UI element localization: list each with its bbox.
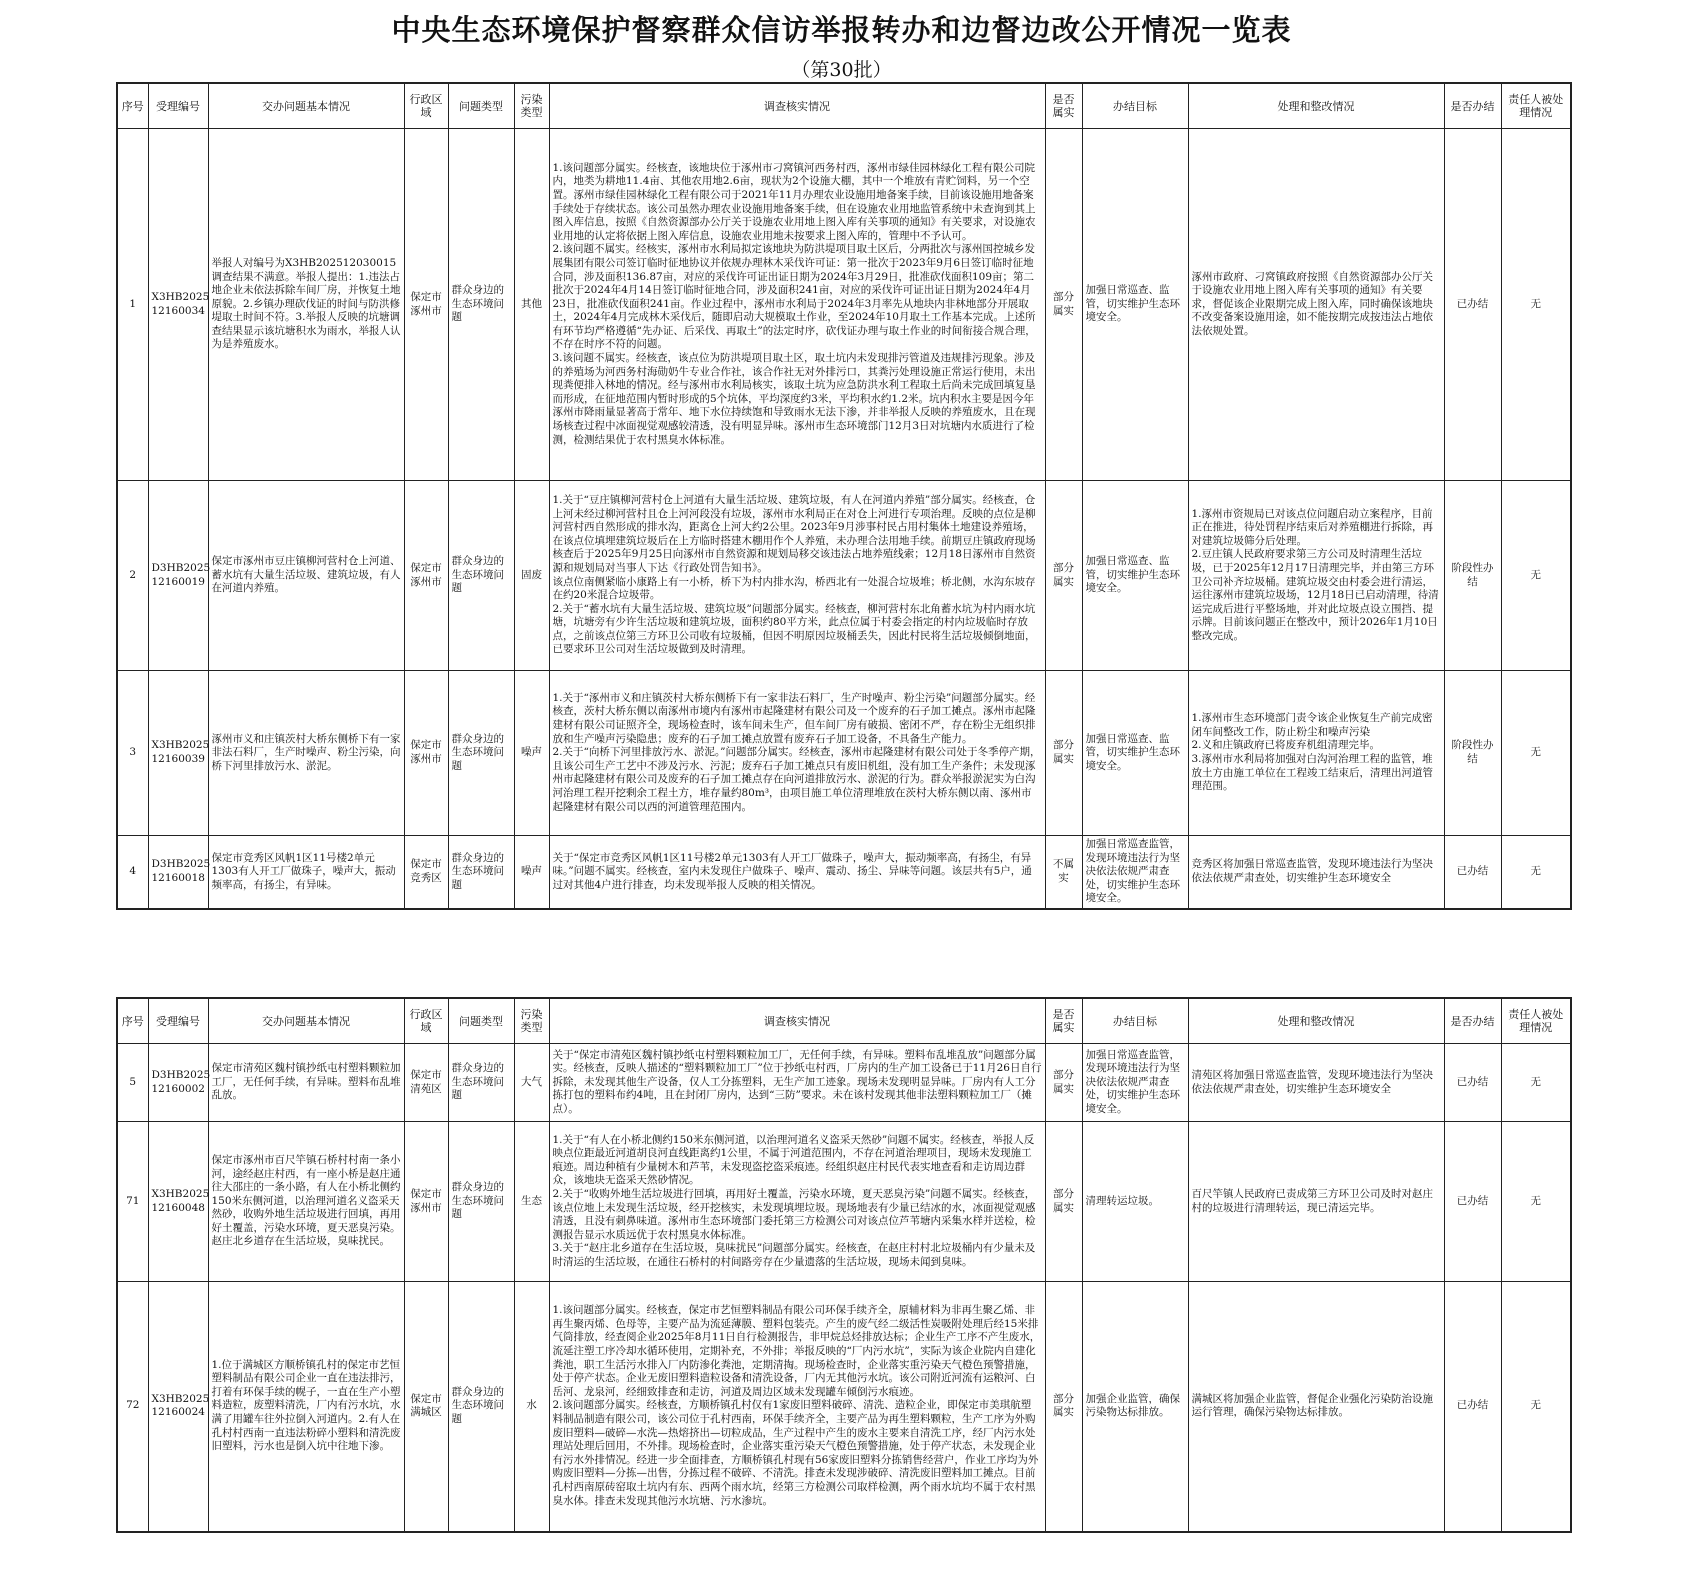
cell-investigation-text: 1.关于“涿州市义和庄镇茨村大桥东侧桥下有一家非法石料厂，生产时噪声、粉尘污染”问题部分属实。经核查，茨村大桥东侧以南涿州市境内有涿州市起隆建材有限公司及一个废弃的石子加工摊点。涿州市起隆建材有限公司证照齐全，现场检查时，该车间未生产，但车间厂房有破损、密闭不严，存在粉尘无组织排放和生产噪声污染隐患；废弃的石子加工摊点放置有废弃石子加工设备，不具备生产能力。 2.关于“向桥下河里排放污水、淤泥。”问题部分属实。经核查，涿州市起隆建材有限公司处于冬季停产期，且该公司生产工艺中不涉及污水、污泥；废弃石子加工摊点只有废旧机组，没有加工生产条件；未发现涿州市起隆建材有限公司及废弃的石子加工摊点存在向河道排放污水、淤泥的行为。群众举报淤泥实为白沟河治理工程开挖剩余工程土方，堆存量约80m³，由项目施工单位清理堆放在茨村大桥东侧以南、涿州市起隆建材有限公司以西的河道管理范围内。 <box>552 691 1041 813</box>
cell-issue <box>208 1122 404 1282</box>
table-row <box>117 836 1571 909</box>
cell-verified <box>1045 1282 1082 1532</box>
cell-code-text: X3HB2025 12160034 <box>151 290 213 317</box>
cell-no-text: 4 <box>129 865 137 878</box>
cell-no <box>117 129 148 481</box>
cell-accountability <box>1501 671 1571 836</box>
cell-code <box>148 1282 213 1532</box>
cell-type-text: 群众身边的生态环境问题 <box>451 732 504 772</box>
cell-code-text: X3HB2025 12160024 <box>151 1392 213 1419</box>
header-region: 行政区域 <box>404 998 448 1044</box>
table-row <box>117 129 1571 481</box>
cell-done <box>1444 1282 1501 1532</box>
cell-region-text: 保定市涿州市 <box>410 739 442 765</box>
cell-goal-text: 加强日常巡查、监管，切实维护生态环境安全。 <box>1085 732 1180 772</box>
cell-handling <box>1188 1282 1444 1532</box>
header-issue: 交办问题基本情况 <box>208 83 404 129</box>
cell-verified-text: 部分属实 <box>1053 290 1074 317</box>
header-region: 行政区域 <box>404 83 448 129</box>
cell-region <box>404 481 448 671</box>
header-code: 受理编号 <box>148 83 208 129</box>
cell-accountability <box>1501 1044 1571 1122</box>
cell-goal <box>1082 671 1188 836</box>
table-header-row <box>117 998 1571 1044</box>
header-investigation: 调查核实情况 <box>549 998 1045 1044</box>
cell-verified <box>1045 671 1082 836</box>
cell-handling-text: 竞秀区将加强日常巡查监管，发现环境违法行为坚决依法依规严肃查处，切实维护生态环境安全 <box>1191 858 1433 884</box>
cell-type <box>448 1122 514 1282</box>
cell-investigation <box>549 1122 1045 1282</box>
cell-code <box>148 129 213 481</box>
cell-region-text: 保定市清苑区 <box>410 1068 442 1095</box>
cell-done-text: 已办结 <box>1456 1075 1489 1088</box>
header-no: 序号 <box>117 998 148 1044</box>
cell-type <box>448 1044 514 1122</box>
cell-type <box>448 671 514 836</box>
cell-investigation <box>549 129 1045 481</box>
cell-handling-text: 清苑区将加强日常巡查监管，发现环境违法行为坚决依法依规严肃查处，切实维护生态环境安全 <box>1191 1068 1433 1095</box>
cell-investigation <box>549 836 1045 909</box>
page-title: 中央生态环境保护督察群众信访举报转办和边督边改公开情况一览表 <box>391 13 1292 47</box>
cell-no-text: 3 <box>129 746 137 759</box>
cell-no <box>117 671 148 836</box>
cell-pollution <box>514 671 549 836</box>
cell-investigation-text: 1.关于“豆庄镇柳河营村仓上河道有大量生活垃圾、建筑垃圾，有人在河道内养殖”部分属实。经核查，仓上河未经过柳河营村且仓上河河段没有垃圾，涿州市水利局正在对仓上河进行专项治理。反映的点位是柳河营村西自然形成的排水沟，距离仓上河大约2公里。2023年9月涉事村民占用村集体土地建设养殖场，在该点位填埋建筑垃圾后在上方临时搭建木棚用作个人养殖，未办理合法用地手续。前期豆庄镇政府现场核查后于2025年9月25日向涿州市自然资源和规划局移交该违法占地养殖线索；12月18日涿州市自然资源和规划局对当事人下达《行政处罚告知书》。 该点位南侧紧临小康路上有一小桥，桥下为村内排水沟，桥西北有一处混合垃圾堆；桥北侧，水沟东坡存在约20米混合垃圾带。 2.关于“蓄水坑有大量生活垃圾、建筑垃圾”问题部分属实。经核查，柳河营村东北角蓄水坑为村内雨水坑塘，坑塘旁有少许生活垃圾和建筑垃圾，面积约80平方米，此点位属于村委会指定的村内垃圾临时存放点，之前该点位第三方环卫公司收有垃圾桶，但因不明原因垃圾桶丢失，因此村民将生活垃圾倾倒地面，已要求环卫公司对生活垃圾做到及时清理。 <box>552 493 1036 656</box>
table-row <box>117 1282 1571 1532</box>
header-accountability: 责任人被处理情况 <box>1501 998 1571 1044</box>
header-goal: 办结目标 <box>1082 998 1188 1044</box>
cell-investigation <box>549 1282 1045 1532</box>
cell-verified-text: 部分属实 <box>1053 739 1074 765</box>
header-code: 受理编号 <box>148 998 208 1044</box>
cell-goal <box>1082 129 1188 481</box>
cell-accountability-text: 无 <box>1530 297 1541 310</box>
cell-goal-text: 清理转运垃圾。 <box>1085 1194 1159 1207</box>
cell-no-text: 1 <box>129 297 137 310</box>
cell-region <box>404 1044 448 1122</box>
cell-issue <box>208 1282 404 1532</box>
cell-region-text: 保定市涿州市 <box>410 1187 442 1214</box>
cell-accountability-text: 无 <box>1530 1399 1541 1412</box>
cell-accountability-text: 无 <box>1530 746 1541 759</box>
cell-pollution <box>514 1044 549 1122</box>
batch-subtitle: （第30批） <box>791 59 892 81</box>
cell-pollution <box>514 1122 549 1282</box>
cell-pollution-text: 噪声 <box>521 746 542 759</box>
cell-type <box>448 1282 514 1532</box>
cell-accountability <box>1501 129 1571 481</box>
cell-goal <box>1082 481 1188 671</box>
cell-region <box>404 671 448 836</box>
table-row <box>117 671 1571 836</box>
cell-investigation <box>549 1044 1045 1122</box>
cell-accountability-text: 无 <box>1530 568 1541 581</box>
cell-code <box>148 671 213 836</box>
cell-done-text: 阶段性办结 <box>1451 561 1494 588</box>
cell-handling-text: 1.涿州市资规局已对该点位问题启动立案程序，目前正在推进，待处罚程序结束后对养殖棚进行拆除，再对建筑垃圾筛分后处理。 2.豆庄镇人民政府要求第三方公司及时清理生活垃圾，已于2025年12月17日清理完毕，并由第三方环卫公司补齐垃圾桶。建筑垃圾交由村委会进行清运，运往涿州市建筑垃圾场，12月18日已启动清理，待清运完成后进行平整场地，并对此垃圾点设立围挡、提示牌。目前该问题正在整改中，预计2026年1月10日整改完成。 <box>1191 507 1439 642</box>
cell-done <box>1444 671 1501 836</box>
cell-done <box>1444 481 1501 671</box>
cell-goal <box>1082 836 1188 909</box>
cell-code-text: X3HB2025 12160048 <box>151 1187 213 1214</box>
cell-code <box>148 836 214 909</box>
cell-type <box>448 129 514 481</box>
cell-goal <box>1082 1122 1188 1282</box>
cell-issue <box>208 836 404 909</box>
cell-type-text: 群众身边的生态环境问题 <box>451 1385 504 1426</box>
cell-no-text: 72 <box>126 1399 140 1412</box>
header-pollution: 污染类型 <box>514 83 549 129</box>
header-handling: 处理和整改情况 <box>1188 83 1444 129</box>
cell-code-text: D3HB2025 12160002 <box>151 1068 214 1095</box>
cell-done-text: 已办结 <box>1456 1399 1489 1412</box>
cell-verified-text: 部分属实 <box>1053 1068 1074 1095</box>
header-done: 是否办结 <box>1444 83 1501 129</box>
cell-no-text: 71 <box>126 1194 140 1207</box>
cell-type <box>448 836 514 909</box>
cell-no-text: 5 <box>129 1075 137 1088</box>
header-goal: 办结目标 <box>1082 83 1188 129</box>
header-pollution: 污染类型 <box>514 998 549 1044</box>
cell-verified-text: 部分属实 <box>1053 1392 1074 1419</box>
cell-handling <box>1188 836 1444 909</box>
cell-verified <box>1045 129 1082 481</box>
cell-accountability-text: 无 <box>1530 1194 1541 1207</box>
header-handling: 处理和整改情况 <box>1188 998 1444 1044</box>
cell-goal-text: 加强日常巡查监管，发现环境违法行为坚决依法依规严肃查处，切实维护生态环境安全。 <box>1085 838 1180 905</box>
cell-investigation-text: 关于“保定市竞秀区风帆1区11号楼2单元1303有人开工厂做珠子，噪声大，振动频率高，有扬尘，有异味。”问题不属实。经核查，室内未发现住户做珠子、噪声、震动、扬尘、异味等问题。该层共有5户，通过对其他4户进行排查，均未发现举报人反映的相关情况。 <box>552 851 1032 891</box>
cell-pollution-text: 大气 <box>521 1075 542 1088</box>
cell-verified <box>1045 481 1082 671</box>
cell-issue-text: 保定市清苑区魏村镇抄纸屯村塑料颗粒加工厂，无任何手续，有异味。塑料布乱堆乱放。 <box>211 1062 401 1102</box>
cell-handling-text: 满城区将加强企业监管，督促企业强化污染防治设施运行管理，确保污染物达标排放。 <box>1191 1392 1433 1419</box>
cell-goal-text: 加强日常巡查、监管，切实维护生态环境安全。 <box>1085 555 1180 595</box>
cell-code <box>148 481 214 671</box>
table-row <box>117 481 1571 671</box>
cell-issue <box>208 129 404 481</box>
cell-verified-text: 部分属实 <box>1053 561 1074 588</box>
header-verified: 是否属实 <box>1045 998 1082 1044</box>
header-done: 是否办结 <box>1444 998 1501 1044</box>
cell-verified-text: 部分属实 <box>1053 1187 1074 1214</box>
cell-accountability <box>1501 836 1571 909</box>
cell-issue-text: 1.位于满城区方顺桥镇孔村的保定市艺恒塑料制品有限公司企业一直在违法排污，打着有环保手续的幌子，一直在生产小塑料造粒，废塑料清洗，厂内有污水坑，水满了用罐车往外拉倒入河道内。2.有人在孔村村西南一直违法粉碎小塑料和清洗废旧塑料，污水也是倒入坑中往地下渗。 <box>211 1358 401 1453</box>
cell-investigation-text: 1.该问题部分属实。经核查，保定市艺恒塑料制品有限公司环保手续齐全，原辅材料为非再生聚乙烯、非再生聚丙烯、色母等，主要产品为流延薄膜、塑料包装壳。产生的废气经二级活性炭吸附处理后经15米排气筒排放，经查阅企业2025年8月11日自行检测报告，非甲烷总烃排放达标；企业生产工序不产生废水，流延注塑工序冷却水循环使用，定期补充，不外排；举报反映的“厂内污水坑”，实际为该企业院内自建化粪池，职工生活污水排入厂内防渗化粪池，定期清掏。现场检查时，企业落实重污染天气橙色预警措施，处于停产状态。企业无废旧塑料造粒设备和清洗设备，厂内无其他污水坑。该公司附近河流有运粮河、白岳河、龙泉河，经细致排查和走访，河道及周边区域未发现罐车倾倒污水痕迹。 2.该问题部分属实。经核查，方顺桥镇孔村仅有1家废旧塑料破碎、清洗、造粒企业，即保定市美琪航塑料制品制造有限公司，该公司位于孔村西南，环保手续齐全，主要产品为再生塑料颗粒，生产工序为外购废旧塑料—破碎—水洗—热熔挤出—切粒成品，生产过程中产生的废水主要来自清洗工序，经厂内污水处理站处理后回用，不外排。现场检查时，企业落实重污染天气橙色预警措施，处于停产状态，未发现企业有污水外排情况。经进一步全面排查，方顺桥镇孔村现有56家废旧塑料分拣销售经营户，作业工序均为外购废旧塑料—分拣—出售，分拣过程不破碎、不清洗。排查未发现涉破碎、清洗废旧塑料加工摊点。目前孔村西南原砖窑取土坑内有东、西两个雨水坑，经第三方检测公司取样检测，两个雨水坑均不属于农村黑臭水体。排查未发现其他污水坑塘、污水渗坑。 <box>552 1304 1041 1507</box>
cell-goal-text: 加强日常巡查、监管，切实维护生态环境安全。 <box>1085 284 1180 324</box>
cell-no <box>117 1044 148 1122</box>
cell-accountability <box>1501 1282 1571 1532</box>
cell-done-text: 已办结 <box>1456 1194 1489 1207</box>
header-type: 问题类型 <box>448 83 514 129</box>
cell-type <box>448 481 514 671</box>
table-row <box>117 1044 1571 1122</box>
cell-handling-text: 涿州市政府、刁窝镇政府按照《自然资源部办公厅关于设施农业用地上图入库有关事项的通知》有关要求，督促该企业限期完成上图入库，同时确保该地块不改变备案设施用途，如不能按期完成按违法占地依法依规处置。 <box>1191 270 1433 337</box>
cell-region <box>404 1282 448 1532</box>
cell-accountability <box>1501 481 1571 671</box>
cell-goal-text: 加强企业监管，确保污染物达标排放。 <box>1085 1392 1180 1419</box>
cell-type-text: 群众身边的生态环境问题 <box>451 1181 504 1221</box>
header-issue: 交办问题基本情况 <box>208 998 404 1044</box>
cell-goal-text: 加强日常巡查监管，发现环境违法行为坚决依法依规严肃查处，切实维护生态环境安全。 <box>1085 1048 1180 1115</box>
cell-no <box>117 836 148 909</box>
cell-issue <box>208 481 404 671</box>
cell-investigation <box>549 481 1045 671</box>
cell-no <box>117 1282 148 1532</box>
cell-type-text: 群众身边的生态环境问题 <box>451 1062 504 1102</box>
cell-handling-text: 百尺竿镇人民政府已责成第三方环卫公司及时对赵庄村的垃圾进行清理转运，现已清运完毕。 <box>1191 1187 1433 1214</box>
header-no: 序号 <box>117 83 148 129</box>
cell-handling <box>1188 1122 1444 1282</box>
cell-accountability-text: 无 <box>1530 865 1541 878</box>
cell-no <box>117 481 148 671</box>
cell-done-text: 已办结 <box>1456 865 1489 878</box>
cell-handling <box>1188 481 1444 671</box>
cell-verified-text: 不属实 <box>1053 858 1074 884</box>
cell-no <box>117 1122 148 1282</box>
cell-issue <box>208 671 404 836</box>
cell-pollution-text: 噪声 <box>521 865 542 878</box>
cell-done <box>1444 836 1501 909</box>
cell-investigation <box>549 671 1045 836</box>
cell-pollution-text: 固废 <box>521 568 542 581</box>
cell-issue-text: 保定市涿州市豆庄镇柳河营村仓上河道、蓄水坑有大量生活垃圾、建筑垃圾，有人在河道内养殖。 <box>211 555 401 595</box>
cell-region <box>404 1122 448 1282</box>
cell-done <box>1444 1044 1501 1122</box>
cell-code-text: D3HB2025 12160018 <box>151 858 214 884</box>
cell-accountability <box>1501 1122 1571 1282</box>
cell-handling <box>1188 671 1444 836</box>
cell-pollution <box>514 481 549 671</box>
cell-code-text: X3HB2025 12160039 <box>151 739 213 765</box>
header-accountability: 责任人被处理情况 <box>1501 83 1571 129</box>
cell-investigation-text: 关于“保定市清苑区魏村镇抄纸屯村塑料颗粒加工厂，无任何手续，有异味。塑料布乱堆乱放”问题部分属实。经核查，反映人描述的“塑料颗粒加工厂”位于抄纸屯村西，厂房内的生产加工设备已于11月26日自行拆除，未发现其他生产设备，仅人工分拣塑料，无生产加工迹象。现场未发现明显异味。厂房内有人工分拣打包的塑料布约4吨，且在封闭厂房内，达到“三防”要求。未在该村发现其他非法塑料颗粒加工厂（摊点）。 <box>552 1048 1042 1115</box>
cell-code <box>148 1122 213 1282</box>
cell-region-text: 保定市满城区 <box>410 1392 442 1419</box>
cell-pollution <box>514 836 549 909</box>
cell-region-text: 保定市竞秀区 <box>410 858 442 884</box>
cell-type-text: 群众身边的生态环境问题 <box>451 851 504 891</box>
cell-goal <box>1082 1282 1188 1532</box>
cell-region-text: 保定市涿州市 <box>410 561 442 588</box>
cell-code <box>148 1044 214 1122</box>
cell-verified <box>1045 1044 1082 1122</box>
cell-done-text: 阶段性办结 <box>1451 739 1494 765</box>
cell-investigation-text: 1.关于“有人在小桥北侧约150米东侧河道，以治理河道名义盗采天然砂”问题不属实。经核查，举报人反映点位距最近河道胡良河直线距离约1公里，不属于河道范围内，不存在河道治理项目，现场未发现施工痕迹。周边种植有少量树木和芦苇，未发现盗挖盗采痕迹。经组织赵庄村民代表实地查看和走访周边群众，该地块无盗采天然砂情况。 2.关于“收购外地生活垃圾进行回填，再用好土覆盖，污染水环境，夏天恶臭污染”问题不属实。经核查，该点位地上未发现生活垃圾，经开挖核实，未发现填埋垃圾。现场地表有少量已结冰的水，冰面视觉观感清透，且没有刺鼻味道。涿州市生态环境部门委托第三方检测公司对该点位芦苇塘内采集水样并送检，检测报告显示水质远优于农村黑臭水体标准。 3.关于“赵庄北乡道存在生活垃圾，臭味扰民”问题部分属实。经核查，在赵庄村村北垃圾桶内有少量未及时清运的生活垃圾，在通往石桥村的村间路旁存在少量遗落的生活垃圾，现场未闻到臭味。 <box>552 1133 1036 1268</box>
header-investigation: 调查核实情况 <box>549 83 1045 129</box>
cell-no-text: 2 <box>129 568 137 581</box>
cell-pollution-text: 其他 <box>521 297 542 310</box>
report-table-part-1 <box>116 82 1572 910</box>
cell-accountability-text: 无 <box>1530 1075 1541 1088</box>
cell-issue-text: 涿州市义和庄镇茨村大桥东侧桥下有一家非法石料厂，生产时噪声、粉尘污染，向桥下河里排放污水、淤泥。 <box>211 732 401 772</box>
cell-done <box>1444 129 1501 481</box>
cell-code-text: D3HB2025 12160019 <box>151 561 214 588</box>
cell-pollution <box>514 129 549 481</box>
header-verified: 是否属实 <box>1045 83 1082 129</box>
report-table-part-2 <box>116 997 1572 1533</box>
cell-verified <box>1045 1122 1082 1282</box>
cell-issue-text: 举报人对编号为X3HB202512030015调查结果不满意。举报人提出：1.违法占地企业未依法拆除车间厂房，并恢复土地原貌。2.乡镇办理砍伐证的时间与防洪修堤取土时间不符。3.举报人反映的坑塘调查结果显示该坑塘积水为雨水，举报人认为是养殖废水。 <box>211 256 401 351</box>
cell-verified <box>1045 836 1082 909</box>
cell-issue <box>208 1044 404 1122</box>
cell-region <box>404 836 448 909</box>
table-header-row <box>117 83 1571 129</box>
header-type: 问题类型 <box>448 998 514 1044</box>
cell-investigation-text: 1.该问题部分属实。经核查，该地块位于涿州市刁窝镇河西务村西，涿州市绿佳园林绿化工程有限公司院内，地类为耕地11.4亩、其他农用地2.6亩，现状为2个设施大棚，其中一个堆放有青贮饲料，另一个空置。涿州市绿佳园林绿化工程有限公司于2021年11月办理农业设施用地备案手续，目前该设施用地备案手续处于存续状态。该公司虽然办理农业设施用地备案手续，但在设施农业用地监管系统中未查询到其上图入库信息，按照《自然资源部办公厅关于设施农业用地上图入库有关事项的通知》有关要求，对设施农业用地的认定将依据上图入库信息，设施农业用地未按要求上图入库的，管理中不予认可。 2.该问题不属实。经核实，涿州市水利局拟定该地块为防洪堤项目取土区后，分两批次与涿州国控城乡发展集团有限公司签订临时征地协议并依规办理林木采伐许可证：第一批次于2023年9月6日签订临时征地合同，涉及面积136.87亩，对应的采伐许可证出证日期为2024年3月29日，批准砍伐面积109亩；第二批次于2024年4月14日签订临时征地合同，涉及面积241亩，对应的采伐许可证出证日期为2024年4月23日，批准砍伐面积241亩。作业过程中，涿州市水利局于2024年3月率先从地块内非林地部分开展取土，2024年4月完成林木采伐后，随即启动大规模取土作业，至2024年10月取土工作基本完成。上述所有环节均严格遵循“先办证、后采伐、再取土”的法定时序，砍伐证办理与取土作业的时间衔接合规合理，不存在时序不符的问题。 3.该问题不属实。经核查，该点位为防洪堤项目取土区，取土坑内未发现排污管道及违规排污现象。涉及的养殖场为河西务村海勋奶牛专业合作社，该合作社无对外排污口，其粪污处理设施正常运行使用，未出现粪便排入林地的情况。经与涿州市水利局核实，该取土坑为应急防洪水利工程取土后尚未完成回填复垦而形成，在征地范围内暂时形成的5个坑体，平均深度约3米，平均积水约1.2米。坑内积水主要是因今年涿州市降雨量显著高于常年、地下水位持续饱和导致雨水无法下渗，并非举报人反映的养殖废水，且在现场核查过程中冰面视觉观感较清透，没有明显异味。涿州市生态环境部门12月3日对坑塘内水质进行了检测，检测结果优于农村黑臭水体标准。 <box>552 161 1036 446</box>
cell-handling-text: 1.涿州市生态环境部门责令该企业恢复生产前完成密闭车间整改工作，防止粉尘和噪声污染 2.义和庄镇政府已将废弃机组清理完毕。 3.涿州市水利局将加强对白沟河治理工程的监管，堆放土方由施工单位在工程竣工结束后，清理出河道管理范围。 <box>1191 712 1433 793</box>
cell-done-text: 已办结 <box>1456 297 1489 310</box>
cell-type-text: 群众身边的生态环境问题 <box>451 555 504 595</box>
cell-pollution <box>514 1282 549 1532</box>
cell-type-text: 群众身边的生态环境问题 <box>451 284 504 324</box>
cell-handling <box>1188 1044 1444 1122</box>
table-row <box>117 1122 1571 1282</box>
cell-pollution-text: 水 <box>526 1399 537 1412</box>
cell-done <box>1444 1122 1501 1282</box>
cell-issue-text: 保定市竞秀区风帆1区11号楼2单元1303有人开工厂做珠子，噪声大，振动频率高，有扬尘，有异味。 <box>211 851 396 891</box>
cell-region <box>404 129 448 481</box>
cell-handling <box>1188 129 1444 481</box>
cell-issue-text: 保定市涿州市百尺竿镇石桥村村南一条小河，途经赵庄村西，有一座小桥是赵庄通往大邵庄的一条小路，有人在小桥北侧约150米东侧河道，以治理河道名义盗采天然砂，收购外地生活垃圾进行回填，再用好土覆盖，污染水环境，夏天恶臭污染。赵庄北乡道存在生活垃圾，臭味扰民。 <box>211 1153 401 1248</box>
cell-region-text: 保定市涿州市 <box>410 290 442 317</box>
cell-pollution-text: 生态 <box>521 1194 542 1207</box>
cell-goal <box>1082 1044 1188 1122</box>
